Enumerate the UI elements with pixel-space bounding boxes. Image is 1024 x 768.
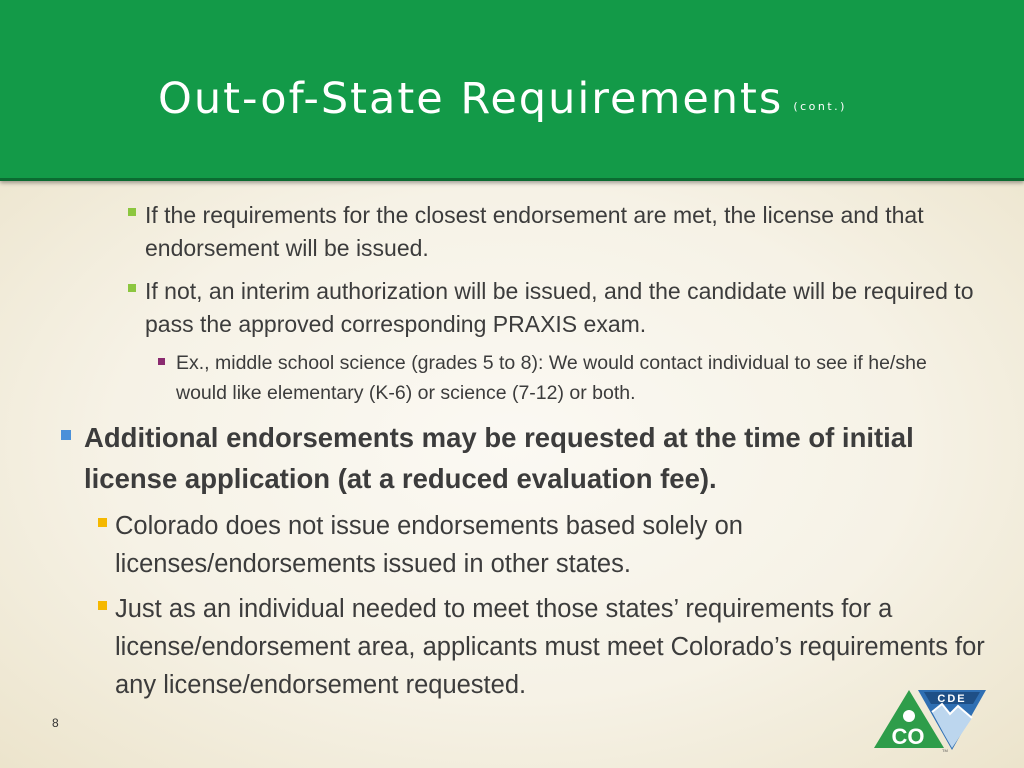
- square-bullet-icon: [61, 430, 71, 440]
- bullet-text: If the requirements for the closest endorsement are met, the license and that endorsement will be issued.: [145, 202, 924, 261]
- bullet-text: If not, an interim authorization will be issued, and the candidate will be required to pass the approved corresponding PRAXIS exam.: [145, 278, 974, 337]
- bullet-item: [115, 507, 985, 583]
- square-bullet-icon: [158, 358, 165, 365]
- bullet-text: Just as an individual needed to meet those states’ requirements for a license/endorsement area, applicants must meet Colorado’s requirements for any license/endorsement requested.: [115, 595, 985, 699]
- title-bar: [0, 0, 1024, 180]
- sub-bullet-item: [176, 348, 976, 408]
- bullet-item: [145, 275, 975, 341]
- bullet-text: Additional endorsements may be requested at the time of initial license application (at a reduced evaluation fee).: [84, 422, 914, 494]
- bullet-text: Colorado does not issue endorsements based solely on licenses/endorsements issued in other states.: [115, 512, 743, 578]
- logo-trademark: TM: [942, 748, 948, 753]
- bullet-text: Ex., middle school science (grades 5 to 8): We would contact individual to see if he/she would like elementary (K-6) or science (7-12) or both.: [176, 352, 927, 404]
- bullet-item: [145, 199, 975, 265]
- slide-title: [158, 74, 847, 124]
- bullet-item: [115, 590, 985, 704]
- main-bullet-item: [84, 417, 964, 499]
- slide-title-suffix: (cont.): [793, 100, 847, 113]
- logo-sun-icon: [903, 710, 915, 722]
- title-bar-divider: [0, 178, 1024, 181]
- square-bullet-icon: [98, 518, 107, 527]
- page-number: 8: [52, 716, 59, 730]
- square-bullet-icon: [128, 284, 136, 292]
- square-bullet-icon: [98, 601, 107, 610]
- logo-top-text: CDE: [937, 693, 967, 705]
- square-bullet-icon: [128, 208, 136, 216]
- logo-main-text: CO: [891, 724, 925, 749]
- slide-title-text: Out-of-State Requirements: [158, 74, 784, 124]
- cde-logo: [872, 688, 988, 754]
